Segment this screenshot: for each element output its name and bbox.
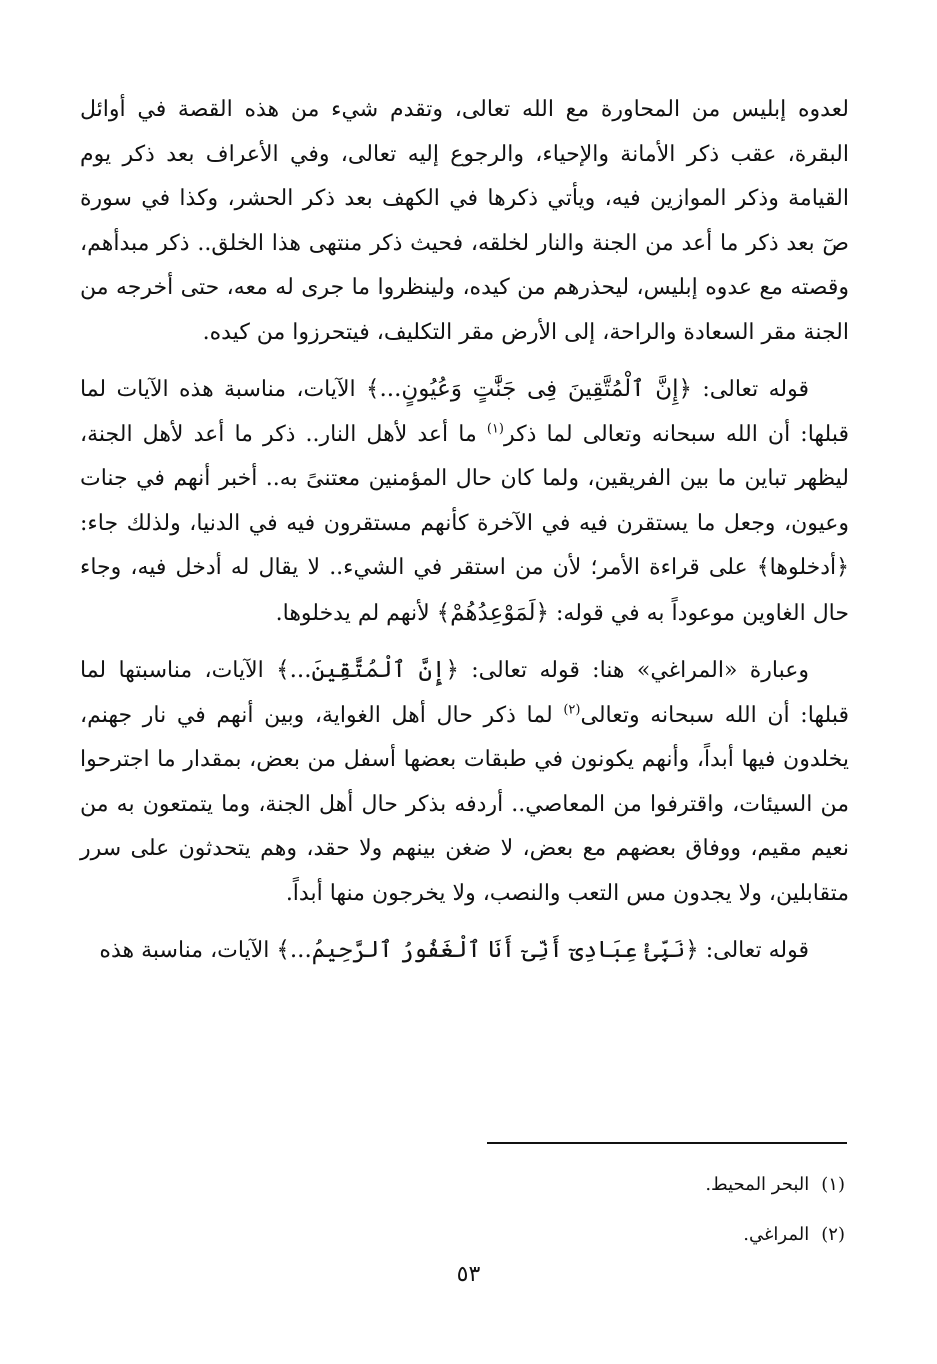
footnote-text: المراغي. bbox=[743, 1224, 810, 1245]
paragraph-text: قوله تعالى: bbox=[692, 377, 809, 402]
paragraph bbox=[80, 648, 849, 916]
paragraph bbox=[80, 928, 849, 974]
footnotes bbox=[145, 1160, 845, 1260]
paragraph-text: لما ذكر حال أهل الغواية، وبين أنهم في نار جهنم، يخلدون فيها أبداً، وأنهم يكونون في طبقات بعضها أسفل من بعض، بمقدار ما اجترحوا من السيئات، واقترفوا من المعاصي.. أردفه بذكر حال أهل الجنة، وما يتمتعون به من نعيم مقيم، ووفاق بعضهم مع بعض، لا ضغن بينهم ولا حقد، وهم يتحدثون على سرر متقابلين، ولا يجدون مس التعب والنصب، ولا يخرجون منها أبداً. bbox=[80, 702, 849, 906]
paragraph-text: ما أعد لأهل النار.. ذكر ما أعد لأهل الجنة، ليظهر تباين ما بين الفريقين، ولما كان حال المؤمنين معتنىً به.. أخبر أنهم في جنات وعيون، وجعل ما يستقرن فيه في الآخرة كأنهم مستقرون فيه في الدنيا، ولذلك جاء: ﴿أدخلوها﴾ على قراءة الأمر؛ لأن من استقر في الشيء.. لا يقال له أدخل فيه، وجاء حال الغاوين موعوداً به في قوله: bbox=[80, 421, 849, 626]
quran-verse: ﴿نَبِّئْ عِبَادِىٓ أَنِّىٓ أَنَا ٱلْغَفُورُ ٱلرَّحِيمُ...﴾ bbox=[276, 937, 699, 963]
paragraph-text: الآيات، مناسبة هذه الآيات لما قبلها: أن الله سبحانه وتعالى لما ذكر bbox=[80, 377, 849, 447]
footnote-item bbox=[145, 1160, 845, 1210]
footnote-marker: (٢) bbox=[563, 702, 581, 718]
footnote-item bbox=[145, 1210, 845, 1260]
quran-verse: ﴿إِنَّ ٱلْمُتَّقِينَ فِى جَنَّٰتٍ وَعُيُونٍ...﴾ bbox=[365, 376, 693, 402]
paragraph bbox=[80, 367, 849, 636]
quran-verse: ﴿لَمَوْعِدُهُمْ﴾ bbox=[436, 599, 549, 626]
paragraph-text: لعدوه إبليس من المحاورة مع الله تعالى، وتقدم شيء من هذه القصة في أوائل البقرة، عقب ذكر الأمانة والإحياء، والرجوع إليه تعالى، وفي الأعراف بعد ذكر يوم القيامة وذكر الموازين فيه، ويأتي ذكرها في الكهف بعد ذكر الحشر، وكذا في سورة صٓ بعد ذكر ما أعد من الجنة والنار لخلقه، فحيث ذكر منتهى هذا الخلق.. ذكر مبدأهم، وقصته مع عدوه إبليس، ليحذرهم من كيده، ولينظروا ما جرى له معه، حتى أخرجه من الجنة مقر السعادة والراحة، إلى الأرض مقر التكليف، فيتحرزوا من كيده. bbox=[80, 97, 849, 345]
quran-verse: ﴿إِنَّ ٱلْمُتَّقِينَ...﴾ bbox=[276, 657, 459, 683]
paragraph-text: الآيات، مناسبة هذه bbox=[99, 938, 277, 963]
footnote-number: (١) bbox=[821, 1174, 845, 1195]
footnote-text: البحر المحيط. bbox=[705, 1174, 810, 1195]
paragraph-text: الآيات، مناسبتها لما قبلها: أن الله سبحانه وتعالى bbox=[80, 658, 849, 728]
footnote-number: (٢) bbox=[821, 1224, 845, 1245]
paragraph-text: لأنهم لم يدخلوها. bbox=[275, 600, 437, 626]
footnote-marker: (١) bbox=[486, 421, 504, 437]
footnote-divider bbox=[487, 1142, 847, 1144]
paragraph-text: وعبارة «المراغي» هنا: قوله تعالى: bbox=[458, 658, 809, 683]
page-number: ٥٣ bbox=[456, 1262, 481, 1287]
paragraph-text: قوله تعالى: bbox=[698, 938, 809, 963]
body-text bbox=[80, 88, 849, 974]
paragraph bbox=[80, 88, 849, 355]
